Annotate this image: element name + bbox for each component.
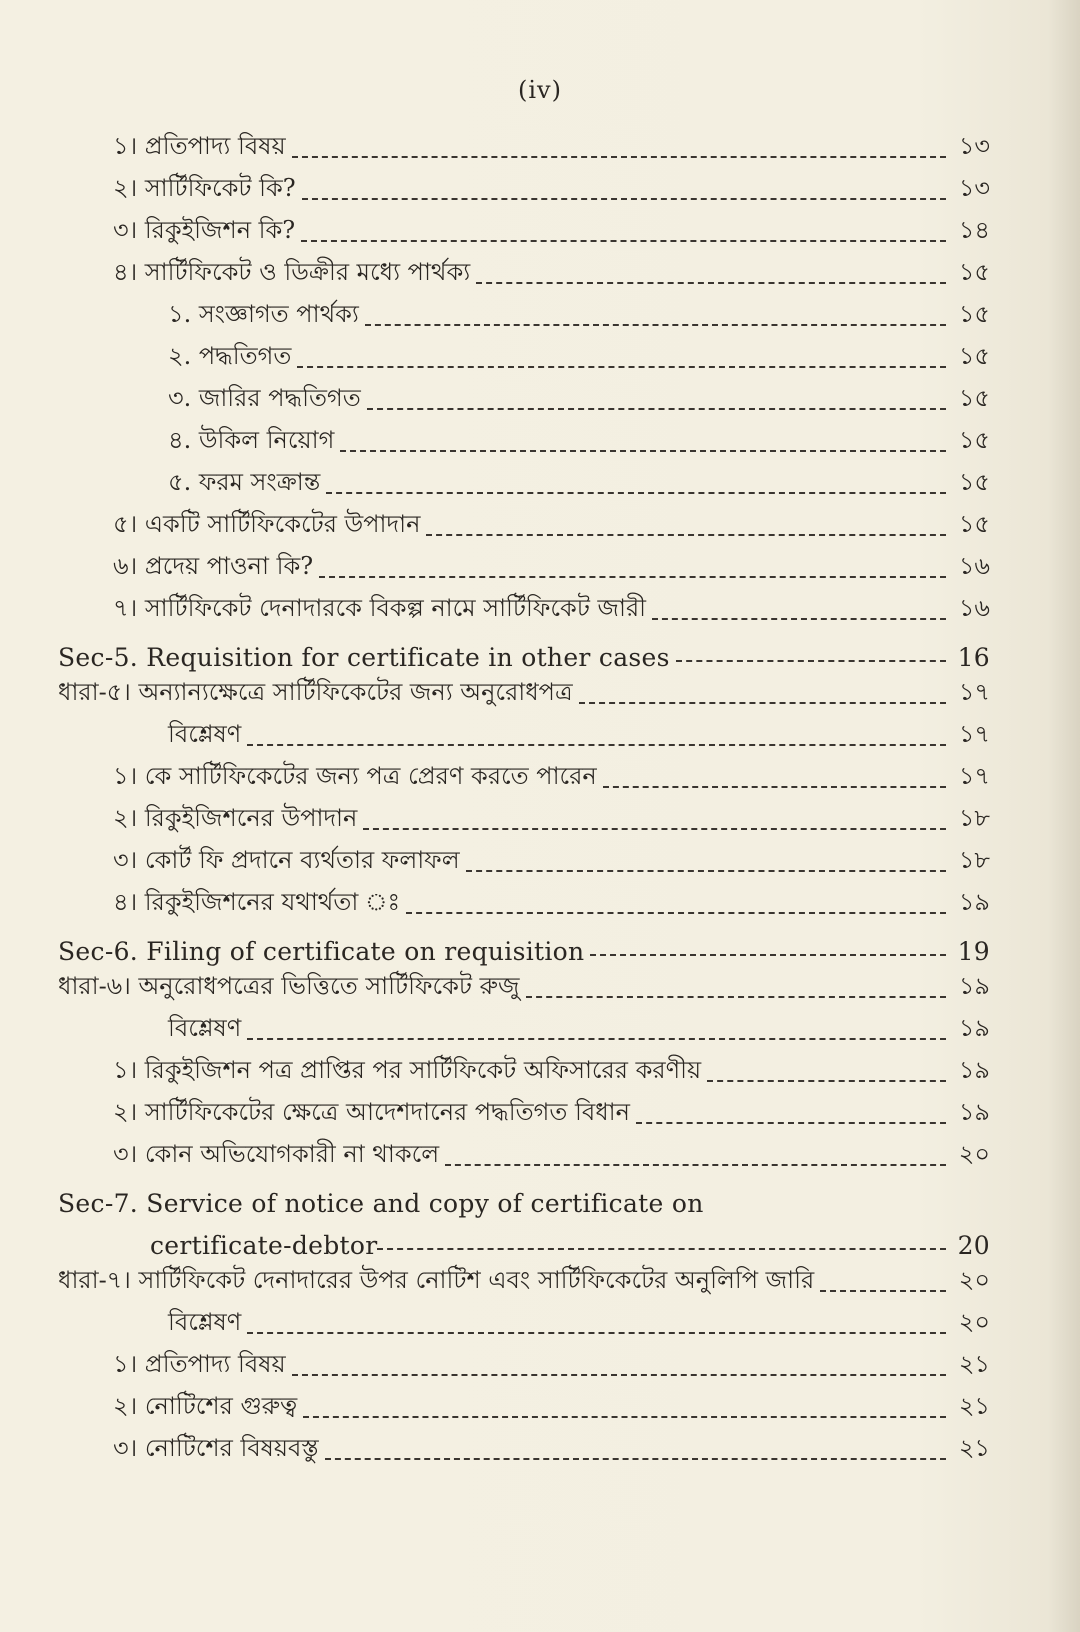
toc-entry-page: 20 [957, 1231, 990, 1260]
toc-entry-page: ১৩ [958, 132, 990, 160]
toc-entry-label: ৩. জারির পদ্ধতিগত [168, 384, 361, 412]
dot-leader [303, 1416, 946, 1418]
toc-entry [113, 800, 990, 840]
toc-entry-label: ৬। প্রদেয় পাওনা কি? [113, 552, 314, 580]
toc-entry-label: ৩। রিকুইজিশন কি? [113, 216, 296, 244]
toc-entry-page: ১৬ [958, 594, 990, 622]
dot-leader [319, 576, 946, 578]
page-number: (iv) [518, 76, 562, 104]
toc-entry-page: ১৫ [958, 426, 990, 454]
toc-entry-label: ১. সংজ্ঞাগত পার্থক্য [168, 300, 359, 328]
toc-entry-page: ২০ [958, 1266, 990, 1294]
toc-entry-page: ১৮ [958, 804, 990, 832]
toc-subentry [168, 380, 990, 420]
toc-entry-label: ১। প্রতিপাদ্য বিষয় [113, 132, 286, 160]
toc-section-heading [58, 926, 990, 966]
toc-entry-label: ৪। সার্টিফিকেট ও ডিক্রীর মধ্যে পার্থক্য [113, 258, 471, 286]
dot-leader [302, 198, 946, 200]
dot-leader [363, 828, 946, 830]
toc-entry-page: ২১ [958, 1350, 990, 1378]
toc-entry [113, 842, 990, 882]
toc-entry [113, 1346, 990, 1386]
dot-leader [603, 786, 946, 788]
toc-entry-label: ৫. ফরম সংক্রান্ত [168, 468, 321, 496]
dot-leader [326, 492, 946, 494]
toc-entry-label: ৩। কোন অভিযোগকারী না থাকলে [113, 1140, 440, 1168]
toc-entry-label: ৩। নোটিশের বিষয়বস্তু [113, 1434, 319, 1462]
toc-entry-page: ১৭ [958, 720, 990, 748]
toc-entry-label: ধারা-৬। অনুরোধপত্রের ভিত্তিতে সার্টিফিকেট রুজু [58, 972, 520, 1000]
toc-entry [113, 548, 990, 588]
toc-entry [113, 254, 990, 294]
dot-leader [466, 870, 946, 872]
toc-entry-label: ১। কে সার্টিফিকেটের জন্য পত্র প্রেরণ করতে পারেন [113, 762, 597, 790]
toc-entry-label: বিশ্লেষণ [168, 1014, 242, 1042]
toc-entry-label: ৫। একটি সার্টিফিকেটের উপাদান [113, 510, 421, 538]
dot-leader [301, 240, 946, 242]
toc-subentry [168, 1304, 990, 1344]
toc-entry-label: ৭। সার্টিফিকেট দেনাদারকে বিকল্প নামে সার্টিফিকেট জারী [113, 594, 647, 622]
toc-entry-label: ২। নোটিশের গুরুত্ব [113, 1392, 298, 1420]
toc-entry-label: ধারা-৭। সার্টিফিকেট দেনাদারের উপর নোটিশ এবং সার্টিফিকেটের অনুলিপি জারি [58, 1266, 815, 1294]
dot-leader [445, 1164, 946, 1166]
toc-entry-page: ১৪ [958, 216, 990, 244]
toc-entry-page: ২১ [958, 1392, 990, 1420]
toc-section-heading [58, 632, 990, 672]
toc-entry-label: ২। সার্টিফিকেট কি? [113, 174, 296, 202]
dot-leader [590, 954, 946, 956]
toc-entry-page: ১৯ [958, 1098, 990, 1126]
toc-entry-page: ১৯ [958, 1056, 990, 1084]
dot-leader [367, 408, 946, 410]
toc-entry-page: ১৯ [958, 1014, 990, 1042]
dot-leader [820, 1290, 946, 1292]
toc-entry-page: ১৭ [958, 762, 990, 790]
toc-section-entry [58, 1262, 990, 1302]
toc-section-heading-continuation [58, 1220, 990, 1260]
toc-entry-page: 19 [957, 937, 990, 966]
toc-section-entry [58, 968, 990, 1008]
dot-leader [292, 156, 946, 158]
toc-entry-page: ১৭ [958, 678, 990, 706]
toc-entry-label: ধারা-৫। অন্যান্যক্ষেত্রে সার্টিফিকেটের জন্য অনুরোধপত্র [58, 678, 573, 706]
toc-entry-page: ১৫ [958, 468, 990, 496]
toc-entry-label-continuation: certificate-debtor [150, 1231, 378, 1260]
toc-entry-page: ১৯ [958, 972, 990, 1000]
dot-leader [652, 618, 946, 620]
dot-leader [636, 1122, 946, 1124]
toc-entry-label: ৪। রিকুইজিশনের যথার্থতা ঃ [113, 888, 401, 916]
toc-subentry [168, 338, 990, 378]
toc-subentry [168, 296, 990, 336]
toc-entry-page: ২০ [958, 1308, 990, 1336]
toc-subentry [168, 1010, 990, 1050]
dot-leader [579, 702, 946, 704]
dot-leader [247, 1038, 946, 1040]
toc-entry-page: ১৮ [958, 846, 990, 874]
toc-entry-page: 16 [957, 643, 990, 672]
toc-entry-page: ১৫ [958, 258, 990, 286]
dot-leader [292, 1374, 946, 1376]
toc-subentry [168, 422, 990, 462]
dot-leader [707, 1080, 946, 1082]
toc-entry-label: ৩। কোর্ট ফি প্রদানে ব্যর্থতার ফলাফল [113, 846, 460, 874]
toc-entry-page: ১৫ [958, 300, 990, 328]
toc-entry-label: ১। রিকুইজিশন পত্র প্রাপ্তির পর সার্টিফিকেট অফিসারের করণীয় [113, 1056, 702, 1084]
toc-entry-label: বিশ্লেষণ [168, 1308, 242, 1336]
dot-leader [377, 1248, 946, 1250]
toc-entry-page: ১৯ [958, 888, 990, 916]
toc-entry-page: ১৫ [958, 384, 990, 412]
toc-entry [113, 212, 990, 252]
toc-entry [113, 1094, 990, 1134]
dot-leader [426, 534, 946, 536]
toc-entry [113, 1052, 990, 1092]
toc-entry-label: ২. পদ্ধতিগত [168, 342, 292, 370]
dot-leader [476, 282, 946, 284]
toc-entry [113, 1136, 990, 1176]
toc-entry-label: ১। প্রতিপাদ্য বিষয় [113, 1350, 286, 1378]
toc-entry [113, 506, 990, 546]
dot-leader [676, 660, 946, 662]
toc-entry-page: ১৫ [958, 342, 990, 370]
toc-section-heading [58, 1178, 990, 1218]
toc-entry [113, 128, 990, 168]
dot-leader [247, 744, 946, 746]
toc-entry-label: Sec-5. Requisition for certificate in other cases [58, 643, 670, 672]
toc-entry-page: ১৬ [958, 552, 990, 580]
toc-entry-page: ১৩ [958, 174, 990, 202]
toc-entry [113, 1430, 990, 1470]
dot-leader [297, 366, 946, 368]
toc-entry-page: ২০ [958, 1140, 990, 1168]
dot-leader [247, 1332, 946, 1334]
toc-entry-label: Sec-6. Filing of certificate on requisition [58, 937, 585, 966]
toc-entry-page: ১৫ [958, 510, 990, 538]
toc-entry [113, 590, 990, 630]
toc-entry-label: ২। রিকুইজিশনের উপাদান [113, 804, 358, 832]
toc-entry-label: Sec-7. Service of notice and copy of certificate on [58, 1189, 704, 1218]
toc-entry [113, 758, 990, 798]
toc-entry-page: ২১ [958, 1434, 990, 1462]
toc-entry [113, 170, 990, 210]
dot-leader [340, 450, 946, 452]
toc-entry [113, 1388, 990, 1428]
toc-subentry [168, 464, 990, 504]
toc-entry-label: ৪. উকিল নিয়োগ [168, 426, 335, 454]
toc-entry-label: বিশ্লেষণ [168, 720, 242, 748]
dot-leader [365, 324, 946, 326]
toc-section-entry [58, 674, 990, 714]
toc-entry-label: ২। সার্টিফিকেটের ক্ষেত্রে আদেশদানের পদ্ধতিগত বিধান [113, 1098, 630, 1126]
toc-subentry [168, 716, 990, 756]
dot-leader [325, 1458, 946, 1460]
dot-leader [406, 912, 946, 914]
dot-leader [526, 996, 946, 998]
toc-entry [113, 884, 990, 924]
